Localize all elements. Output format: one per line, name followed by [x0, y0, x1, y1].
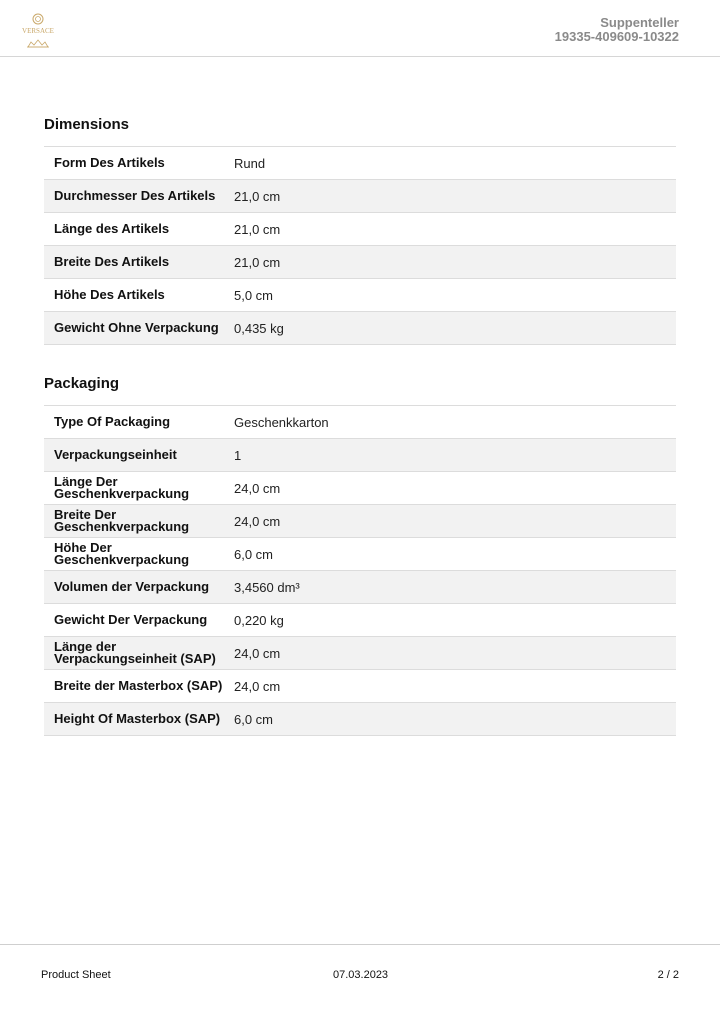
spec-label: Höhe Der Geschenkverpackung	[54, 540, 190, 567]
product-name: Suppenteller	[600, 15, 679, 30]
spec-value: 21,0 cm	[234, 188, 281, 204]
table-row	[44, 538, 676, 571]
table-row	[44, 213, 676, 246]
spec-value: 1	[234, 447, 242, 463]
spec-value: 21,0 cm	[234, 221, 281, 237]
spec-value: 0,435 kg	[234, 320, 284, 336]
spec-value: 24,0 cm	[234, 480, 281, 496]
spec-label: Height Of Masterbox (SAP)	[54, 711, 221, 726]
spec-value: 24,0 cm	[234, 678, 281, 694]
spec-label: Länge des Artikels	[54, 221, 170, 236]
spec-value: 0,220 kg	[234, 612, 284, 628]
footer-date: 07.03.2023	[333, 969, 389, 981]
dimensions-title: Dimensions	[44, 116, 130, 133]
table-row	[44, 637, 676, 670]
spec-label: Verpackungseinheit	[54, 447, 177, 462]
versace-logo	[16, 12, 60, 52]
product-header	[555, 16, 679, 44]
table-row	[44, 703, 676, 736]
spec-label: Gewicht Der Verpackung	[54, 612, 208, 627]
spec-value: 24,0 cm	[234, 645, 281, 661]
table-row	[44, 670, 676, 703]
spec-value: Geschenkkarton	[234, 414, 329, 430]
spec-label: Länge der Verpackungseinheit (SAP)	[54, 639, 216, 666]
spec-label: Höhe Des Artikels	[54, 287, 165, 302]
spec-label: Type Of Packaging	[54, 414, 171, 429]
dimensions-table	[44, 146, 676, 345]
table-row	[44, 312, 676, 345]
table-row	[44, 246, 676, 279]
table-row	[44, 571, 676, 604]
packaging-title: Packaging	[44, 375, 120, 392]
brand-wordmark: VERSACE	[22, 27, 54, 35]
spec-label: Volumen der Verpackung	[54, 579, 210, 594]
spec-value: Rund	[234, 155, 266, 171]
table-row	[44, 180, 676, 213]
spec-value: 5,0 cm	[234, 287, 274, 303]
spec-label: Durchmesser Des Artikels	[54, 188, 216, 203]
table-row	[44, 147, 676, 180]
spec-value: 6,0 cm	[234, 711, 274, 727]
footer-doc-type: Product Sheet	[41, 969, 111, 981]
table-row	[44, 406, 676, 439]
page-footer	[0, 944, 720, 1018]
table-row	[44, 472, 676, 505]
packaging-table	[44, 405, 676, 736]
spec-label: Breite Der Geschenkverpackung	[54, 507, 190, 534]
table-row	[44, 505, 676, 538]
spec-value: 3,4560 dm³	[234, 579, 300, 595]
spec-label: Breite der Masterbox (SAP)	[54, 678, 223, 693]
table-row	[44, 439, 676, 472]
product-code: 19335-409609-10322	[554, 29, 679, 44]
spec-label: Gewicht Ohne Verpackung	[54, 320, 219, 335]
spec-value: 21,0 cm	[234, 254, 281, 270]
spec-value: 24,0 cm	[234, 513, 281, 529]
spec-value: 6,0 cm	[234, 546, 274, 562]
spec-label: Länge Der Geschenkverpackung	[54, 474, 190, 501]
footer-page-number: 2 / 2	[657, 969, 679, 981]
spec-label: Breite Des Artikels	[54, 254, 170, 269]
table-row	[44, 279, 676, 312]
page-header	[0, 0, 720, 57]
spec-label: Form Des Artikels	[54, 155, 165, 170]
table-row	[44, 604, 676, 637]
